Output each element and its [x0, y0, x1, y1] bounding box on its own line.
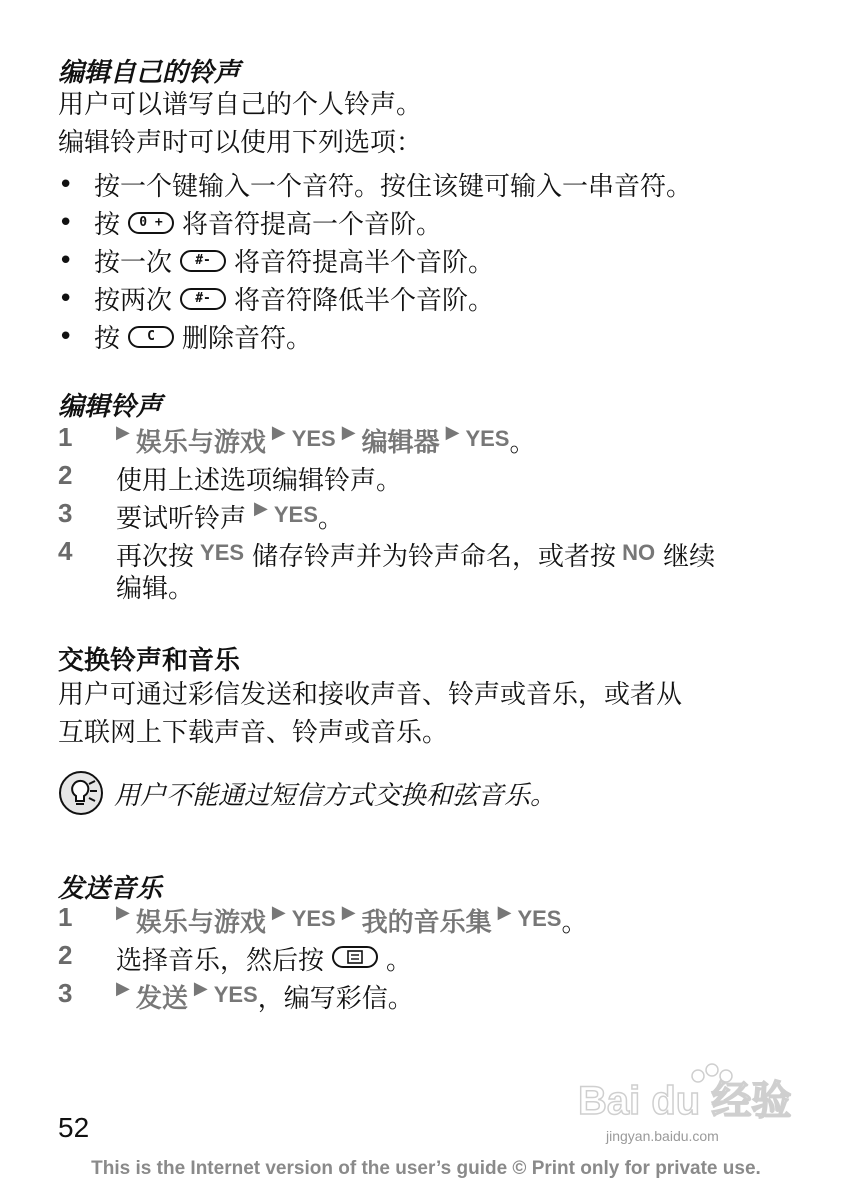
section-title-exchange: 交换铃声和音乐 [58, 646, 241, 676]
play-arrow-icon: ▶ [445, 422, 460, 443]
play-arrow-icon: ▶ [116, 902, 130, 923]
step-item: 3 要试听铃声 ▶ YES 。 [58, 498, 344, 534]
tip-lightbulb-icon [58, 770, 104, 816]
step-item: 1 ▶ 娱乐与游戏 ▶ YES ▶ 编辑器 ▶ YES 。 [58, 422, 536, 458]
step-item: 2 选择音乐，然后按 。 [58, 940, 413, 976]
step-item: 4 再次按 YES 储存铃声并为铃声命名，或者按 NO 继续 [58, 536, 716, 572]
bullet-item: • 按 C 删除音符。 [58, 321, 313, 354]
footer-notice: This is the Internet version of the user’s guide © Print only for private use. [91, 1158, 761, 1179]
step-item: 2 使用上述选项编辑铃声。 [58, 460, 403, 496]
clear-key-icon: C [128, 326, 174, 348]
step-continuation: 编辑。 [116, 574, 195, 604]
exchange-line-2: 互联网上下载声音、铃声或音乐。 [58, 718, 449, 748]
bullet-item: • 按 0 + 将音符提高一个音阶。 [58, 207, 443, 240]
zero-plus-key-icon: 0 + [128, 212, 174, 234]
menu-key-icon [332, 946, 378, 968]
play-arrow-icon: ▶ [116, 978, 130, 999]
play-arrow-icon: ▶ [497, 902, 512, 923]
tip-text: 用户不能通过短信方式交换和弦音乐。 [114, 780, 557, 811]
step-item: 1 ▶ 娱乐与游戏 ▶ YES ▶ 我的音乐集 ▶ YES 。 [58, 902, 588, 938]
play-arrow-icon: ▶ [341, 902, 356, 923]
section-title-edit-ringtone: 编辑铃声 [58, 392, 163, 422]
watermark-url: jingyan.baidu.com [606, 1128, 719, 1144]
svg-text:Bai du 经验: Bai du 经验 [578, 1079, 792, 1123]
options-line: 编辑铃声时可以使用下列选项： [58, 128, 423, 158]
hash-minus-key-icon: #- [180, 288, 226, 310]
section-title-send-music: 发送音乐 [58, 874, 163, 904]
play-arrow-icon: ▶ [193, 978, 208, 999]
bullet-item: • 按两次 #- 将音符降低半个音阶。 [58, 283, 495, 316]
page-number: 52 [58, 1112, 90, 1143]
play-arrow-icon: ▶ [271, 422, 286, 443]
play-arrow-icon: ▶ [271, 902, 286, 923]
bullet-item: • 按一次 #- 将音符提高半个音阶。 [58, 245, 495, 278]
tip-note [58, 770, 556, 816]
bullet-item: • 按一个键输入一个音符。按住该键可输入一串音符。 [58, 169, 693, 202]
intro-line: 用户可以谱写自己的个人铃声。 [58, 90, 423, 120]
play-arrow-icon: ▶ [341, 422, 356, 443]
step-item: 3 ▶ 发送 ▶ YES ，编写彩信。 [58, 978, 414, 1014]
section-title-edit-own-ringtone: 编辑自己的铃声 [58, 58, 241, 88]
play-arrow-icon: ▶ [254, 498, 268, 519]
exchange-line-1: 用户可通过彩信发送和接收声音、铃声或音乐，或者从 [58, 680, 683, 710]
hash-minus-key-icon: #- [180, 250, 226, 272]
play-arrow-icon: ▶ [116, 422, 130, 443]
baidu-watermark-logo [578, 1062, 808, 1130]
